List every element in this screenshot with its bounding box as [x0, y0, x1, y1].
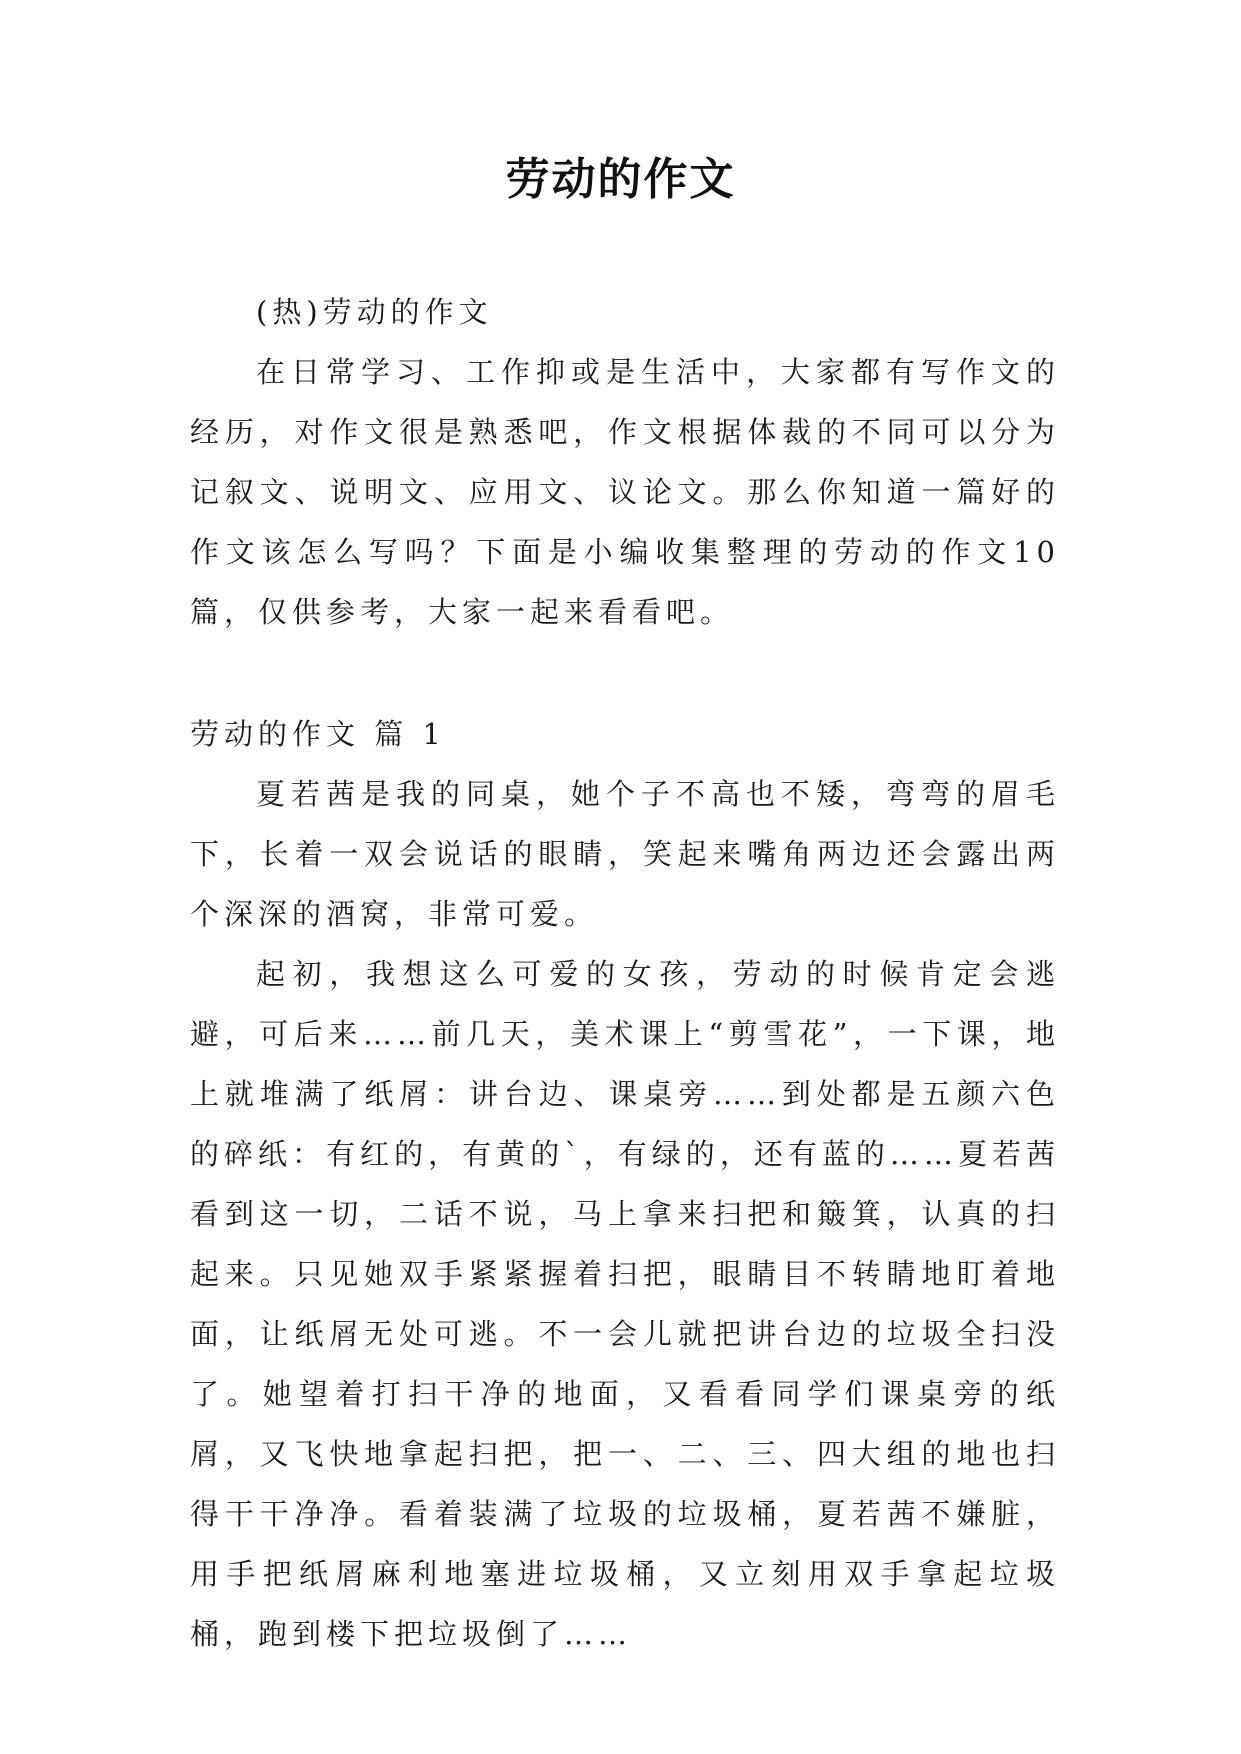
section-heading: 劳动的作文 篇 1: [190, 717, 446, 751]
section-paragraph: 起初，我想这么可爱的女孩，劳动的时候肯定会逃避，可后来……前几天，美术课上“剪雪花”，一下课，地上就堆满了纸屑：讲台边、课桌旁……到处都是五颜六色的碎纸：有红的，有黄的`，有绿的，还有蓝的……夏若茜看到这一切，二话不说，马上拿来扫把和簸箕，认真的扫起来。只见她双手紧紧握着扫把，眼睛目不转睛地盯着地面，让纸屑无处可逃。不一会儿就把讲台边的垃圾全扫没了。她望着打扫干净的地面，又看看同学们课桌旁的纸屑，又飞快地拿起扫把，把一、二、三、四大组的地也扫得干干净净。看着装满了垃圾的垃圾桶，夏若茜不嫌脏，用手把纸屑麻利地塞进垃圾桶，又立刻用双手拿起垃圾桶，跑到楼下把垃圾倒了……: [190, 957, 1060, 1651]
document-body: [190, 282, 1060, 1664]
document-title: 劳动的作文: [505, 154, 736, 205]
section-paragraph: 夏若茜是我的同桌，她个子不高也不矮，弯弯的眉毛下，长着一双会说话的眼睛，笑起来嘴角两边还会露出两个深深的酒窝，非常可爱。: [190, 777, 1060, 931]
intro-paragraph: 在日常学习、工作抑或是生活中，大家都有写作文的经历，对作文很是熟悉吧，作文根据体裁的不同可以分为记叙文、说明文、应用文、议论文。那么你知道一篇好的作文该怎么写吗？下面是小编收集整理的劳动的作文10篇，仅供参考，大家一起来看看吧。: [190, 355, 1060, 629]
document-subtitle: (热)劳动的作文: [256, 295, 493, 329]
